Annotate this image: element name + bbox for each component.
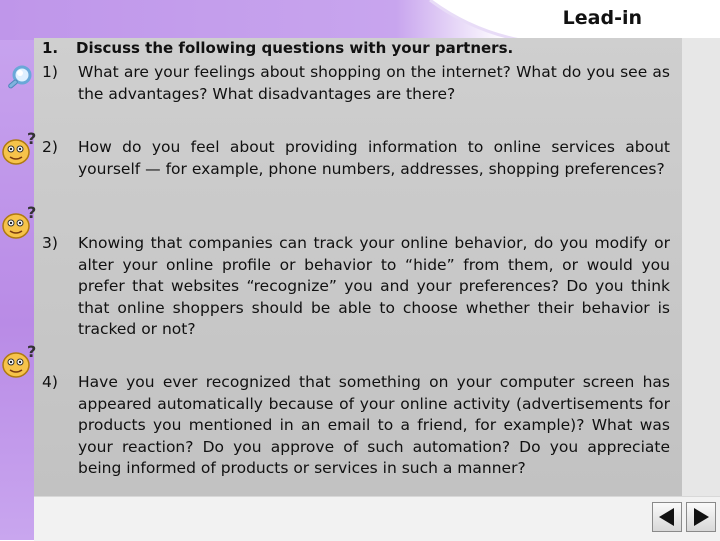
question-number: 4) [42, 373, 58, 391]
question-3 [42, 233, 670, 341]
previous-slide-button[interactable] [652, 502, 682, 532]
question-text: What are your feelings about shopping on the internet? What do you see as the advantages? What disadvantages are there? [78, 63, 670, 103]
svg-text:?: ? [27, 343, 37, 361]
svg-text:?: ? [27, 204, 37, 222]
slide-title: Lead-in [562, 7, 642, 29]
next-slide-icon [687, 503, 715, 531]
next-slide-button[interactable] [686, 502, 716, 532]
heading-text: Discuss the following questions with your partners. [76, 39, 514, 57]
question-text: Knowing that companies can track your online behavior, do you modify or alter your online profile or behavior to “hide” from them, or would you prefer that websites “recognize” you and your preferences? Do you think that online shoppers should be able to choose whether their behavior is tracked or not? [78, 234, 670, 338]
question-4 [42, 372, 670, 480]
bottom-bar [34, 496, 720, 541]
question-text: How do you feel about providing information to online services about yourself — for example, phone numbers, addresses, shopping preferences? [78, 138, 670, 178]
question-1 [42, 62, 670, 105]
previous-slide-icon [653, 503, 681, 531]
question-mascot-icon [0, 204, 40, 242]
svg-text:?: ? [27, 130, 37, 148]
heading-number: 1. [42, 39, 59, 57]
panel-margin [682, 38, 720, 496]
question-number: 3) [42, 234, 58, 252]
instruction-heading [42, 38, 670, 60]
question-mascot-icon [0, 130, 40, 168]
question-number: 1) [42, 63, 58, 81]
question-mascot-icon [0, 343, 40, 381]
question-2 [42, 137, 670, 180]
magnifier-icon [4, 62, 36, 94]
question-text: Have you ever recognized that something on your computer screen has appeared automatically because of your online activity (advertisements for products you mentioned in an email to a friend, for example)? What was your reaction? Do you approve of such automation? Do you appreciate being informed of products or services in such a manner? [78, 373, 670, 477]
question-number: 2) [42, 138, 58, 156]
